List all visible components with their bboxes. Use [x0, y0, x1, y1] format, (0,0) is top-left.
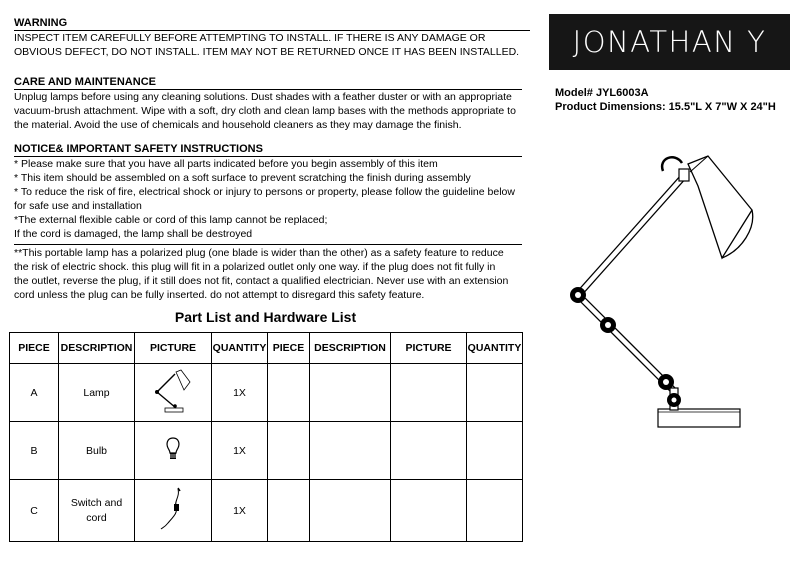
- header-description-2: DESCRIPTION: [310, 333, 391, 364]
- plug-line-4: cord unless the plug can be fully inserted. do not attempt to disregard this safety feature.: [14, 289, 425, 301]
- row-description-line-2: cord: [86, 511, 107, 524]
- brand-logo: JONATHAN Y: [549, 14, 790, 70]
- row-quantity: 1X: [212, 422, 268, 480]
- header-quantity-2: QUANTITY: [467, 333, 523, 364]
- safety-line-5: *The external flexible cable or cord of this lamp cannot be replaced;: [14, 214, 328, 226]
- warning-line-1: INSPECT ITEM CAREFULLY BEFORE ATTEMPTING TO INSTALL. IF THERE IS ANY DAMAGE OR: [14, 32, 486, 44]
- bulb-icon: [165, 437, 181, 461]
- row-description-line-1: Switch and: [70, 496, 123, 509]
- row-quantity: 1X: [212, 364, 268, 422]
- parts-list-title: Part List and Hardware List: [174, 309, 357, 325]
- row-description: Lamp: [59, 364, 135, 422]
- plug-line-1: **This portable lamp has a polarized plug (one blade is wider than the other) as a safety feature to reduce: [14, 247, 504, 259]
- plug-line-2: the risk of electric shock. this plug will fit in a polarized outlet only one way. if the plug does not fit fully in: [14, 261, 496, 273]
- safety-title: NOTICE& IMPORTANT SAFETY INSTRUCTIONS: [14, 143, 263, 155]
- header-quantity: QUANTITY: [212, 333, 268, 364]
- safety-line-4: for safe use and installation: [14, 200, 142, 212]
- table-row: [10, 364, 523, 422]
- row-picture: [135, 480, 212, 542]
- header-piece-2: PIECE: [268, 333, 310, 364]
- header-picture-2: PICTURE: [391, 333, 467, 364]
- row-piece: C: [10, 480, 59, 542]
- row-piece: B: [10, 422, 59, 480]
- parts-table: [9, 332, 523, 542]
- row-picture: [135, 422, 212, 480]
- header-picture: PICTURE: [135, 333, 212, 364]
- table-row: [10, 422, 523, 480]
- warning-title: WARNING: [14, 17, 68, 29]
- row-piece: A: [10, 364, 59, 422]
- product-dimensions: Product Dimensions: 15.5"L X 7"W X 24"H: [555, 101, 776, 113]
- table-row: [10, 480, 523, 542]
- lamp-icon: [153, 368, 193, 414]
- lamp-illustration: [560, 150, 780, 430]
- row-description: [59, 480, 135, 542]
- safety-line-2: * This item should be assembled on a soft surface to prevent scratching the finish during assembly: [14, 172, 471, 184]
- row-picture: [135, 364, 212, 422]
- care-line-3: the material. Avoid the use of chemicals and household cleaners as they may damage the finish.: [14, 119, 462, 131]
- safety-line-3: * To reduce the risk of fire, electrical shock or injury to persons or property, please follow the guideline below: [14, 186, 515, 198]
- safety-line-1: * Please make sure that you have all parts indicated before you begin assembly of this item: [14, 158, 438, 170]
- care-title: CARE AND MAINTENANCE: [14, 76, 156, 88]
- plug-line-3: the outlet, reverse the plug, if it still does not fit, contact a qualified electrician. Never use with an extension: [14, 275, 509, 287]
- plug-divider: [14, 244, 522, 245]
- header-description: DESCRIPTION: [59, 333, 135, 364]
- care-line-2: vacuum-brush attachment. Wipe with a soft, dry cloth and clean lamp bases with the methods appropriate to: [14, 105, 516, 117]
- care-line-1: Unplug lamps before using any cleaning solutions. Dust shades with a feather duster or with an appropriate: [14, 91, 512, 103]
- warning-line-2: OBVIOUS DEFECT, DO NOT INSTALL. ITEM MAY NOT BE RETURNED ONCE IT HAS BEEN INSTALLED.: [14, 46, 520, 58]
- header-piece: PIECE: [10, 333, 59, 364]
- model-number: Model# JYL6003A: [555, 87, 649, 99]
- safety-line-6: If the cord is damaged, the lamp shall be destroyed: [14, 228, 253, 240]
- switch-cord-icon: [158, 487, 188, 531]
- row-quantity: 1X: [212, 480, 268, 542]
- row-description: Bulb: [59, 422, 135, 480]
- table-header-row: [10, 333, 523, 364]
